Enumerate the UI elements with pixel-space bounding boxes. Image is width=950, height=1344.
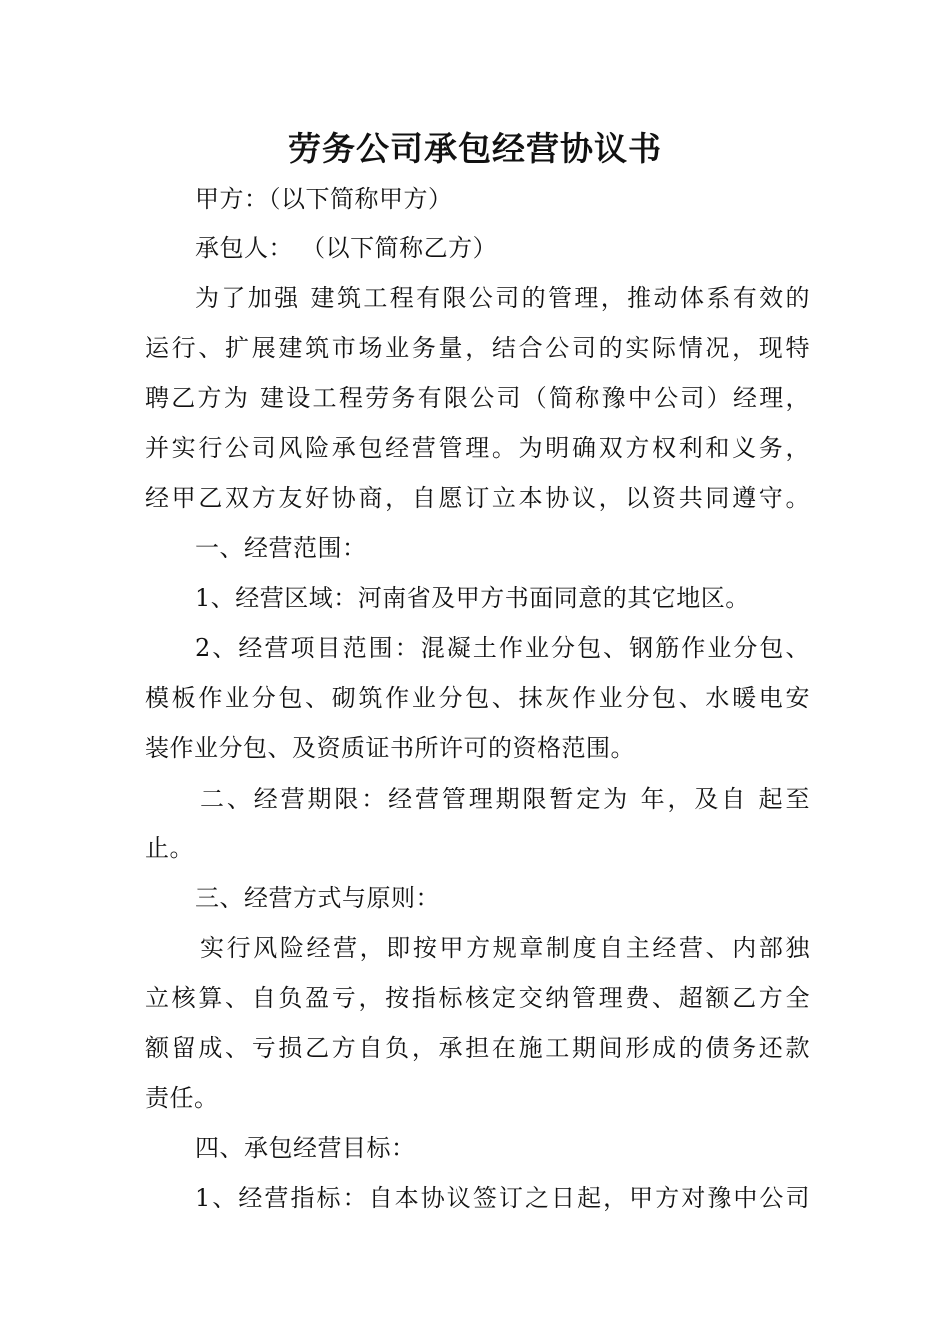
clause-line: 实行风险经营，即按甲方规章制度自主经营、内部独 [200, 934, 810, 962]
preamble-line: 聘乙方为 建设工程劳务有限公司（简称豫中公司）经理， [145, 384, 810, 412]
clause-line: 额留成、亏损乙方自负，承担在施工期间形成的债务还款 [145, 1034, 810, 1062]
party-a-line: 甲方：（以下简称甲方） [195, 185, 453, 213]
clause-line: 1、经营指标：自本协议签订之日起，甲方对豫中公司 [195, 1184, 810, 1212]
clause-line: 装作业分包、及资质证书所许可的资格范围。 [145, 734, 635, 762]
preamble-line: 运行、扩展建筑市场业务量，结合公司的实际情况，现特 [145, 334, 810, 362]
clause-line: 2、经营项目范围：混凝土作业分包、钢筋作业分包、 [195, 634, 810, 662]
section-heading: 三、经营方式与原则： [195, 884, 440, 912]
preamble-line: 为了加强 建筑工程有限公司的管理，推动体系有效的 [195, 284, 810, 312]
clause-line: 模板作业分包、砌筑作业分包、抹灰作业分包、水暖电安 [145, 684, 810, 712]
clause-line: 1、经营区域：河南省及甲方书面同意的其它地区。 [195, 584, 750, 612]
preamble-line: 并实行公司风险承包经营管理。为明确双方权利和义务， [145, 434, 810, 462]
section-heading: 二、经营期限：经营管理期限暂定为 年，及自 起至 [200, 785, 810, 813]
clause-line: 立核算、自负盈亏，按指标核定交纳管理费、超额乙方全 [145, 984, 810, 1012]
section-heading: 一、经营范围： [195, 534, 367, 562]
preamble-line: 经甲乙双方友好协商，自愿订立本协议，以资共同遵守。 [145, 484, 810, 512]
clause-line: 责任。 [145, 1084, 219, 1112]
clause-line: 止。 [145, 834, 194, 862]
document-title: 劳务公司承包经营协议书 [288, 129, 662, 168]
party-b-line: 承包人： （以下简称乙方） [195, 234, 498, 262]
section-heading: 四、承包经营目标： [195, 1134, 416, 1162]
